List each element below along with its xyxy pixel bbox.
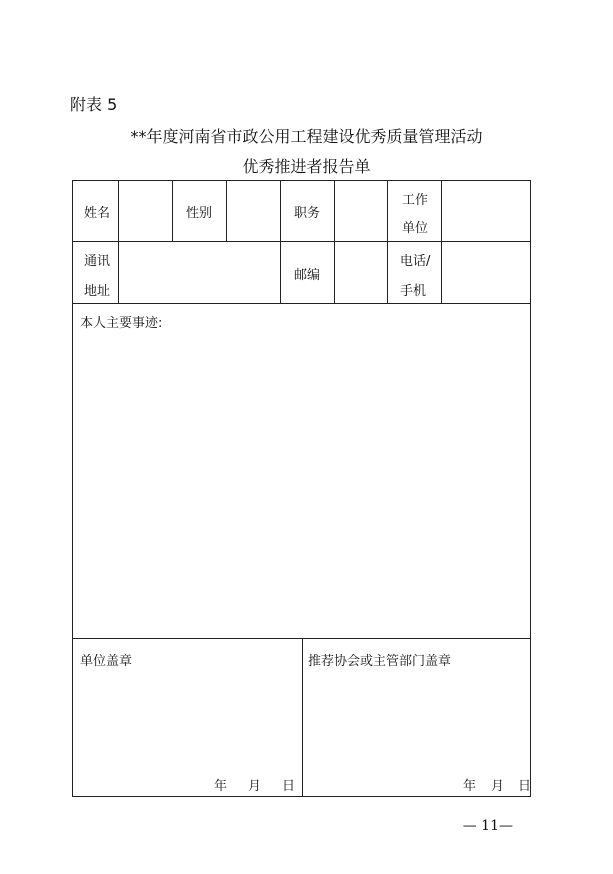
table-col-divider — [118, 180, 119, 303]
assoc-seal-date-day: 日 — [518, 779, 532, 794]
table-border-bottom — [72, 796, 531, 797]
address-label: 地址 — [84, 284, 111, 299]
table-col-divider — [334, 180, 335, 303]
table-border-left — [72, 180, 73, 797]
work-unit-label: 工作 — [402, 193, 429, 208]
position-label: 职务 — [294, 206, 321, 221]
unit-seal-date-year: 年 — [214, 779, 228, 794]
phone-label: 手机 — [400, 284, 427, 299]
unit-seal-label: 单位盖章 — [80, 654, 133, 669]
table-row-divider — [72, 241, 531, 242]
assoc-seal-date-year: 年 — [463, 779, 477, 794]
address-label: 通讯 — [84, 254, 111, 269]
table-border-right — [530, 180, 531, 797]
form-title: **年度河南省市政公用工程建设优秀质量管理活动 — [130, 127, 483, 146]
table-border-top — [72, 180, 531, 181]
table-col-divider — [441, 180, 442, 303]
association-seal-label: 推荐协会或主管部门盖章 — [308, 654, 452, 669]
assoc-seal-date-month: 月 — [491, 779, 505, 794]
table-col-divider — [280, 180, 281, 303]
table-row-divider — [72, 303, 531, 304]
postcode-label: 邮编 — [294, 268, 321, 283]
attachment-label: 附表 5 — [70, 95, 118, 114]
name-label: 姓名 — [84, 206, 111, 221]
unit-seal-date-month: 月 — [248, 779, 262, 794]
achievements-label: 本人主要事迹: — [80, 316, 163, 331]
seal-col-divider — [302, 638, 303, 796]
table-col-divider — [387, 180, 388, 303]
work-unit-label: 单位 — [402, 221, 429, 236]
unit-seal-date-day: 日 — [282, 779, 296, 794]
table-col-divider — [226, 180, 227, 242]
phone-label: 电话/ — [400, 254, 431, 269]
gender-label: 性别 — [186, 206, 213, 221]
table-col-divider — [172, 180, 173, 242]
page-number: — 11— — [462, 818, 513, 834]
form-subtitle: 优秀推进者报告单 — [242, 157, 371, 176]
